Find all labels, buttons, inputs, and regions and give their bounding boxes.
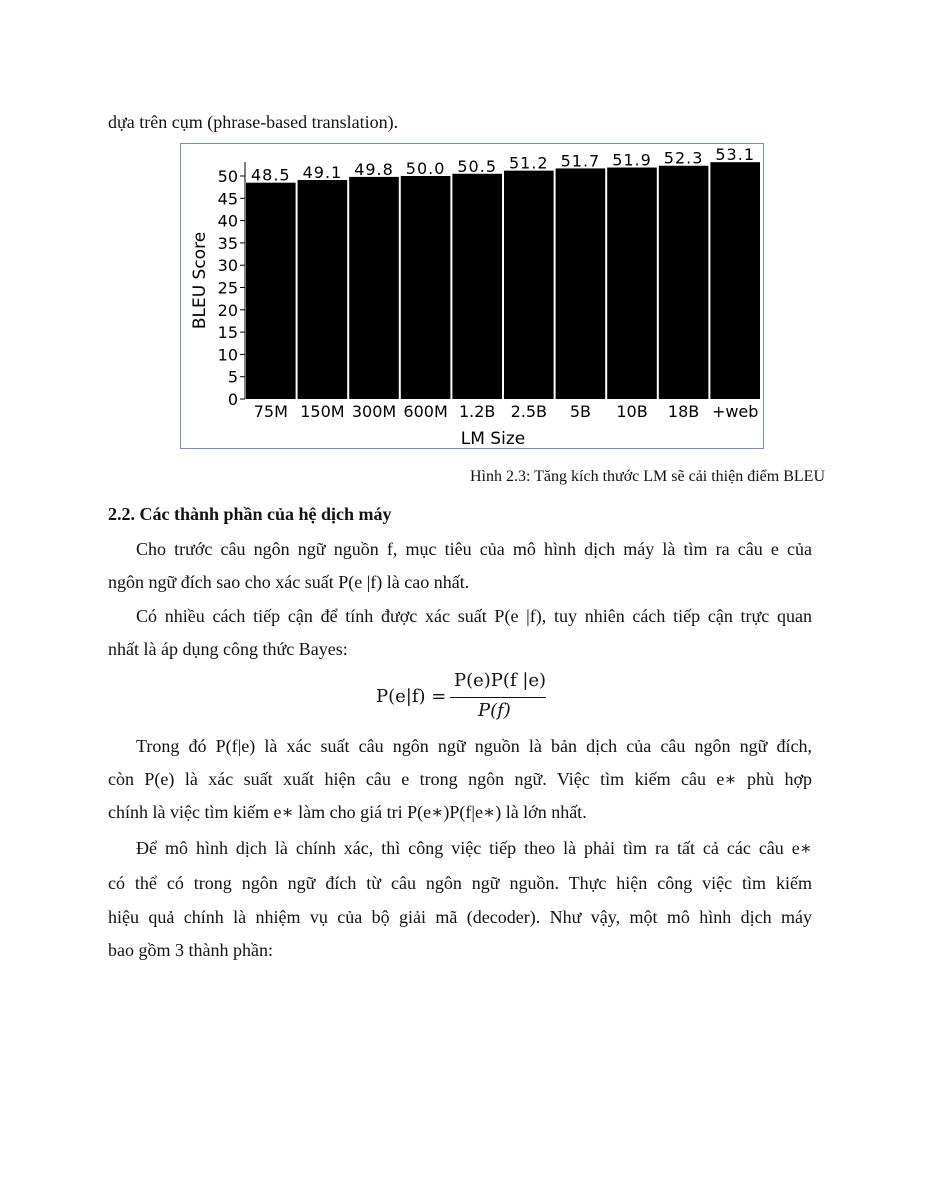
- y-tick-label: 30: [217, 256, 238, 276]
- bar-data-label: 49.8: [354, 159, 394, 179]
- x-tick-label: 10B: [616, 402, 648, 421]
- formula-lhs: P(e|f) =: [376, 686, 447, 707]
- bar: [298, 180, 348, 399]
- x-tick-label: 600M: [403, 402, 448, 421]
- y-tick-label: 25: [217, 278, 238, 298]
- bar: [452, 174, 502, 399]
- bar: [504, 171, 554, 399]
- paragraph-line: ngôn ngữ đích sao cho xác suất P(e |f) là cao nhất.: [108, 572, 470, 592]
- bar-data-label: 52.3: [663, 148, 704, 168]
- x-tick-label: 2.5B: [510, 402, 548, 421]
- paragraph-line: Trong đó P(f|e) là xác suất câu ngôn ngữ nguồn là bản dịch của câu ngôn ngữ đích,: [136, 736, 812, 756]
- y-tick-label: 40: [217, 211, 238, 231]
- bar: [349, 177, 399, 399]
- bar: [659, 166, 709, 399]
- bar: [246, 183, 296, 399]
- y-tick-label: 10: [217, 345, 238, 365]
- paragraph-line: chính là việc tìm kiếm e∗ làm cho giá tri P(e∗)P(f|e∗) là lớn nhất.: [108, 802, 587, 822]
- x-tick-label: 75M: [253, 402, 288, 421]
- figure-caption: Hình 2.3: Tăng kích thước LM sẽ cải thiện điểm BLEU: [470, 468, 825, 485]
- bar-data-label: 51.9: [612, 150, 652, 170]
- x-tick-label: 150M: [300, 402, 345, 421]
- figure-frame: [180, 143, 764, 449]
- bar-data-label: 53.1: [715, 145, 756, 165]
- fraction-bar: [450, 697, 546, 698]
- formula-numerator: P(e)P(f |e): [454, 670, 547, 691]
- bar: [607, 168, 657, 399]
- section-heading: 2.2. Các thành phần của hệ dịch máy: [108, 504, 392, 524]
- bar-data-label: 49.1: [302, 163, 343, 183]
- x-tick-label: +web: [711, 402, 759, 421]
- paragraph-line: Để mô hình dịch là chính xác, thì công việc tiếp theo là phải tìm ra tất cả các câu e∗: [136, 838, 812, 858]
- x-tick-label: 1.2B: [458, 402, 496, 421]
- y-tick-label: 5: [227, 367, 238, 387]
- paragraph-line: có thể có trong ngôn ngữ đích từ câu ngôn ngữ nguồn. Thực hiện công việc tìm kiếm: [108, 873, 812, 893]
- paragraph-line: Có nhiều cách tiếp cận để tính được xác suất P(e |f), tuy nhiên cách tiếp cận trực quan: [136, 606, 812, 626]
- y-axis-title: BLEU Score: [190, 231, 210, 330]
- x-tick-label: 18B: [667, 402, 700, 421]
- paragraph-line: bao gồm 3 thành phần:: [108, 940, 273, 960]
- bar: [401, 176, 451, 399]
- bar-data-label: 48.5: [250, 165, 291, 185]
- y-tick-label: 0: [227, 390, 238, 409]
- paragraph-line: nhất là áp dụng công thức Bayes:: [108, 639, 348, 659]
- x-axis-title: LM Size: [460, 429, 526, 448]
- bar-data-label: 51.7: [560, 151, 601, 171]
- bar: [556, 168, 606, 399]
- y-tick-label: 20: [217, 300, 238, 320]
- x-tick-label: 5B: [569, 402, 591, 421]
- bar: [710, 162, 760, 399]
- y-tick-label: 45: [217, 189, 238, 209]
- bleu-bar-chart: [181, 144, 763, 448]
- paragraph-line: còn P(e) là xác suất xuất hiện câu e trong ngôn ngữ. Việc tìm kiếm câu e∗ phù hợp: [108, 769, 812, 789]
- bar-data-label: 51.2: [508, 153, 549, 173]
- bar-data-label: 50.0: [405, 159, 446, 178]
- bar-data-label: 50.5: [457, 156, 498, 176]
- y-tick-label: 35: [217, 233, 238, 253]
- formula-denominator: P(f): [478, 700, 511, 721]
- x-tick-label: 300M: [351, 402, 397, 421]
- paragraph-line: hiệu quả chính là nhiệm vụ của bộ giải mã (decoder). Như vậy, một mô hình dịch máy: [108, 907, 812, 927]
- paragraph-line: Cho trước câu ngôn ngữ nguồn f, mục tiêu của mô hình dịch máy là tìm ra câu e của: [136, 539, 812, 559]
- y-tick-label: 50: [217, 167, 238, 186]
- text-line: dựa trên cụm (phrase-based translation).: [108, 112, 399, 132]
- y-tick-label: 15: [217, 323, 238, 343]
